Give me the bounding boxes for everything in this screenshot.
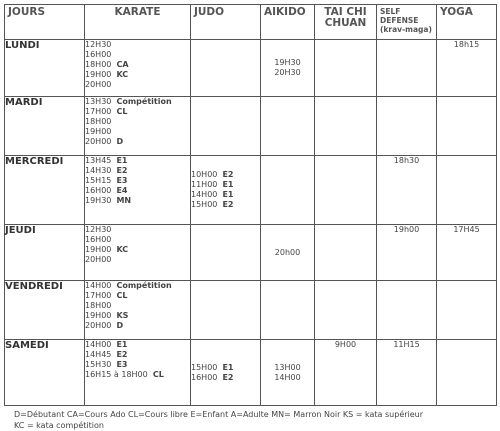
- schedule-table: [4, 4, 497, 406]
- slot-code: E3: [116, 360, 128, 369]
- header-judo: JUDO: [191, 5, 261, 40]
- time-slot: [437, 225, 496, 235]
- time-slot: [191, 363, 260, 373]
- slot-time: 17H00: [85, 291, 112, 300]
- time-slot: [191, 170, 260, 180]
- slot-time: 11H00: [191, 180, 218, 189]
- time-slot: [85, 60, 190, 70]
- cell-karate: [85, 281, 191, 340]
- time-slot: [85, 40, 190, 50]
- time-slot: [85, 117, 190, 127]
- slot-time: 15H30: [85, 360, 112, 369]
- slot-code: E1: [222, 190, 234, 199]
- time-slot: [85, 166, 190, 176]
- day-row: [5, 281, 497, 340]
- header-self-line1: SELF: [380, 7, 401, 16]
- time-slot: [85, 235, 190, 245]
- day-name: SAMEDI: [5, 340, 85, 406]
- slot-code: D: [116, 321, 124, 330]
- slot-time: 19H30: [274, 58, 301, 67]
- slot-code: E2: [222, 200, 234, 209]
- cell-judo: [191, 156, 261, 225]
- time-slot: [85, 50, 190, 60]
- slot-code: Compétition: [116, 97, 172, 106]
- cell-yoga: [437, 281, 497, 340]
- cell-self: [377, 40, 437, 97]
- slot-time: 20H00: [85, 80, 112, 89]
- slot-time: 14H00: [85, 340, 112, 349]
- day-name: LUNDI: [5, 40, 85, 97]
- cell-self: [377, 225, 437, 281]
- slot-time: 16H00: [85, 186, 112, 195]
- slot-code: E1: [222, 362, 234, 372]
- slot-time: 16H00: [85, 50, 112, 59]
- legend: [14, 409, 494, 431]
- cell-aikido: [261, 281, 315, 340]
- cell-judo: [191, 40, 261, 97]
- cell-self: [377, 97, 437, 156]
- cell-taichi: [315, 156, 377, 225]
- cell-judo: [191, 97, 261, 156]
- slot-time: 14H00: [274, 372, 301, 382]
- legend-line1: D=Débutant CA=Cours Ado CL=Cours libre E=Enfant A=Adulte MN= Marron Noir KS = kata supérieur: [14, 410, 424, 419]
- cell-yoga: [437, 340, 497, 406]
- slot-time: 17H45: [453, 225, 480, 234]
- time-slot: [261, 363, 314, 373]
- time-slot: [191, 190, 260, 200]
- slot-code: D: [116, 137, 124, 146]
- slot-time: 16H00: [85, 235, 112, 244]
- header-self-defense: [377, 5, 437, 40]
- slot-code: E2: [222, 170, 234, 179]
- time-slot: [85, 370, 190, 380]
- time-slot: [85, 80, 190, 90]
- day-row: [5, 225, 497, 281]
- day-name: MARDI: [5, 97, 85, 156]
- slot-time: 20H00: [85, 137, 112, 146]
- header-yoga: YOGA: [437, 5, 497, 40]
- day-row: [5, 40, 497, 97]
- day-row: [5, 97, 497, 156]
- cell-karate: [85, 225, 191, 281]
- cell-aikido: [261, 340, 315, 406]
- header-row: [5, 5, 497, 40]
- time-slot: [377, 225, 436, 235]
- cell-yoga: [437, 225, 497, 281]
- cell-taichi: [315, 40, 377, 97]
- time-slot: [85, 97, 190, 107]
- slot-code: KC: [116, 245, 129, 254]
- time-slot: [85, 281, 190, 291]
- day-row: [5, 156, 497, 225]
- slot-time: 13H30: [85, 97, 112, 106]
- cell-self: [377, 281, 437, 340]
- time-slot: [377, 156, 436, 166]
- slot-code: E1: [116, 340, 128, 349]
- slot-time: 13H45: [85, 156, 112, 165]
- time-slot: [85, 340, 190, 350]
- slot-code: E3: [116, 176, 128, 185]
- time-slot: [85, 311, 190, 321]
- slot-time: 19H00: [85, 245, 112, 254]
- slot-code: KC: [116, 70, 129, 79]
- slot-code: E1: [116, 156, 128, 165]
- slot-time: 19H30: [85, 196, 112, 205]
- slot-time: 20H00: [85, 321, 112, 330]
- slot-time: 15H00: [191, 200, 218, 209]
- slot-code: E2: [116, 350, 128, 359]
- slot-time: 17H00: [85, 107, 112, 116]
- header-self-line2: DEFENSE: [380, 16, 419, 25]
- slot-code: KS: [116, 311, 129, 320]
- cell-taichi: [315, 281, 377, 340]
- cell-yoga: [437, 40, 497, 97]
- slot-time: 20H30: [274, 68, 301, 77]
- time-slot: [85, 156, 190, 166]
- slot-time: 13H00: [274, 362, 301, 372]
- header-aikido: AIKIDO: [261, 5, 315, 40]
- slot-time: 11H15: [393, 340, 420, 349]
- slot-time: 19H00: [85, 70, 112, 79]
- cell-self: [377, 156, 437, 225]
- time-slot: [85, 350, 190, 360]
- time-slot: [191, 200, 260, 210]
- slot-time: 20h00: [274, 247, 301, 257]
- cell-judo: [191, 281, 261, 340]
- time-slot: [261, 68, 314, 78]
- time-slot: [85, 137, 190, 147]
- time-slot: [377, 340, 436, 350]
- slot-time: 16H15 à 18H00: [85, 370, 148, 379]
- day-row: [5, 340, 497, 406]
- cell-taichi: [315, 340, 377, 406]
- header-self-line3: (krav-maga): [380, 25, 432, 34]
- time-slot: [437, 40, 496, 50]
- slot-code: CA: [116, 60, 129, 69]
- cell-aikido: [261, 156, 315, 225]
- slot-code: E1: [222, 180, 234, 189]
- slot-time: 18H00: [85, 301, 112, 310]
- time-slot: [191, 180, 260, 190]
- slot-code: CL: [116, 291, 128, 300]
- slot-code: CL: [152, 370, 164, 379]
- slot-time: 14H00: [191, 190, 218, 199]
- time-slot: [85, 321, 190, 331]
- legend-line2: KC = kata compétition: [14, 421, 104, 430]
- slot-time: 9H00: [334, 340, 357, 349]
- cell-karate: [85, 97, 191, 156]
- slot-time: 18H00: [85, 60, 112, 69]
- slot-time: 19H00: [85, 311, 112, 320]
- cell-karate: [85, 40, 191, 97]
- slot-code: E4: [116, 186, 128, 195]
- header-jours: JOURS: [5, 5, 85, 40]
- cell-yoga: [437, 156, 497, 225]
- time-slot: [85, 360, 190, 370]
- cell-aikido: [261, 225, 315, 281]
- slot-code: CL: [116, 107, 128, 116]
- time-slot: [85, 70, 190, 80]
- header-taichi: TAI CHI CHUAN: [315, 5, 377, 40]
- cell-karate: [85, 340, 191, 406]
- time-slot: [315, 340, 376, 350]
- slot-time: 18H00: [85, 117, 112, 126]
- slot-time: 16H00: [191, 372, 218, 382]
- time-slot: [85, 196, 190, 206]
- time-slot: [85, 127, 190, 137]
- time-slot: [85, 107, 190, 117]
- slot-code: E2: [222, 372, 234, 382]
- time-slot: [261, 58, 314, 68]
- slot-code: MN: [116, 196, 132, 205]
- slot-time: 14H30: [85, 166, 112, 175]
- time-slot: [85, 186, 190, 196]
- cell-aikido: [261, 40, 315, 97]
- slot-time: 12H30: [85, 225, 112, 234]
- cell-karate: [85, 156, 191, 225]
- cell-self: [377, 340, 437, 406]
- slot-time: 18h30: [393, 156, 420, 165]
- cell-taichi: [315, 97, 377, 156]
- slot-time: 10H00: [191, 170, 218, 179]
- time-slot: [261, 248, 314, 258]
- day-name: MERCREDI: [5, 156, 85, 225]
- day-name: VENDREDI: [5, 281, 85, 340]
- cell-taichi: [315, 225, 377, 281]
- slot-code: Compétition: [116, 281, 172, 290]
- slot-time: 15H15: [85, 176, 112, 185]
- slot-time: 19h00: [393, 225, 420, 234]
- slot-time: 20H00: [85, 255, 112, 264]
- day-name: JEUDI: [5, 225, 85, 281]
- cell-aikido: [261, 97, 315, 156]
- cell-yoga: [437, 97, 497, 156]
- slot-code: E2: [116, 166, 128, 175]
- time-slot: [191, 373, 260, 383]
- time-slot: [261, 373, 314, 383]
- slot-time: 18h15: [453, 40, 480, 49]
- slot-time: 19H00: [85, 127, 112, 136]
- time-slot: [85, 225, 190, 235]
- header-karate: KARATE: [85, 5, 191, 40]
- time-slot: [85, 301, 190, 311]
- time-slot: [85, 245, 190, 255]
- cell-judo: [191, 225, 261, 281]
- time-slot: [85, 176, 190, 186]
- slot-time: 14H00: [85, 281, 112, 290]
- time-slot: [85, 291, 190, 301]
- slot-time: 15H00: [191, 362, 218, 372]
- slot-time: 14H45: [85, 350, 112, 359]
- slot-time: 12H30: [85, 40, 112, 49]
- time-slot: [85, 255, 190, 265]
- cell-judo: [191, 340, 261, 406]
